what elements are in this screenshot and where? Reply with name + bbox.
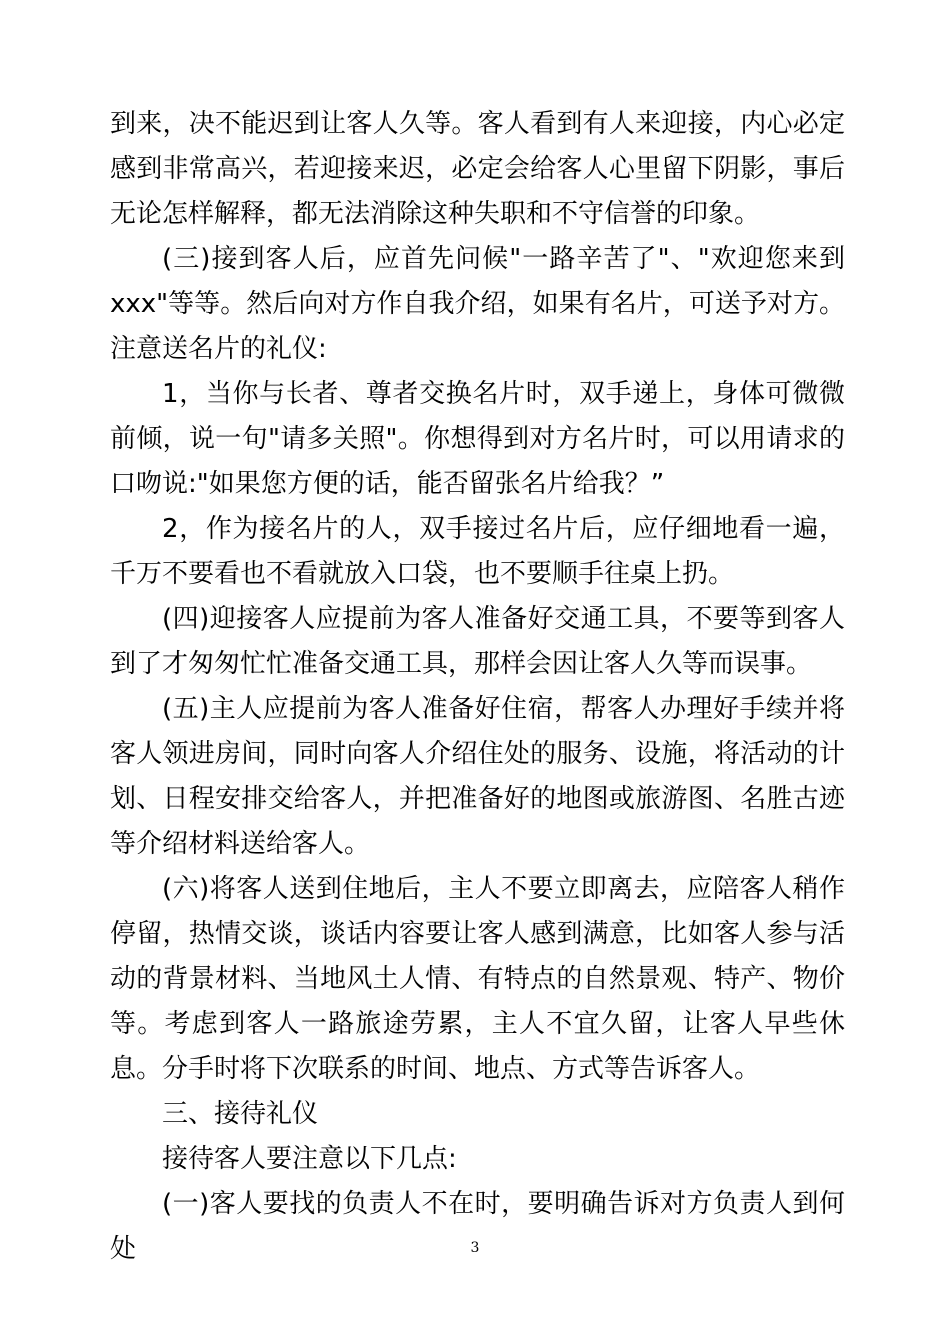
paragraph-accompany: (六)将客人送到住地后，主人不要立即离去，应陪客人稍作停留，热情交谈，谈话内容要让客人感到满意，比如客人参与活动的背景材料、当地风土人情、有特点的自然景观、特产、物价等。考虑到客人一路旅途劳累，主人不宜久留，让客人早些休息。分手时将下次联系的时间、地点、方式等告诉客人。 [110,874,845,1084]
paragraph-reception-1: (一)客人要找的负责人不在时，要明确告诉对方负责人到何处 [110,1189,845,1264]
paragraph-greeting: (三)接到客人后，应首先问候"一路辛苦了"、"欢迎您来到 xxx"等等。然后向对方作自我介绍，如果有名片，可送予对方。注意送名片的礼仪: [110,244,845,364]
paragraph-card-giving: 1，当你与长者、尊者交换名片时，双手递上，身体可微微前倾，说一句"请多关照"。你想得到对方名片时，可以用请求的口吻说:"如果您方便的话，能否留张名片给我？” [110,379,845,499]
body-text [110,102,845,1272]
paragraph-lodging: (五)主人应提前为客人准备好住宿，帮客人办理好手续并将客人领进房间，同时向客人介绍住处的服务、设施，将活动的计划、日程安排交给客人，并把准备好的地图或旅游图、名胜古迹等介绍材料送给客人。 [110,694,845,859]
paragraph-transport: (四)迎接客人应提前为客人准备好交通工具，不要等到客人到了才匆匆忙忙准备交通工具，那样会因让客人久等而误事。 [110,604,845,679]
page-number: 3 [470,1240,480,1256]
paragraph-intro: 接待客人要注意以下几点: [162,1144,457,1174]
paragraph-continuation: 到来，决不能迟到让客人久等。客人看到有人来迎接，内心必定感到非常高兴，若迎接来迟，必定会给客人心里留下阴影，事后无论怎样解释，都无法消除这种失职和不守信誉的印象。 [110,109,845,229]
paragraph-card-receiving: 2，作为接名片的人，双手接过名片后，应仔细地看一遍，千万不要看也不看就放入口袋，也不要顺手往桌上扔。 [110,514,845,589]
section-heading: 三、接待礼仪 [162,1099,319,1129]
